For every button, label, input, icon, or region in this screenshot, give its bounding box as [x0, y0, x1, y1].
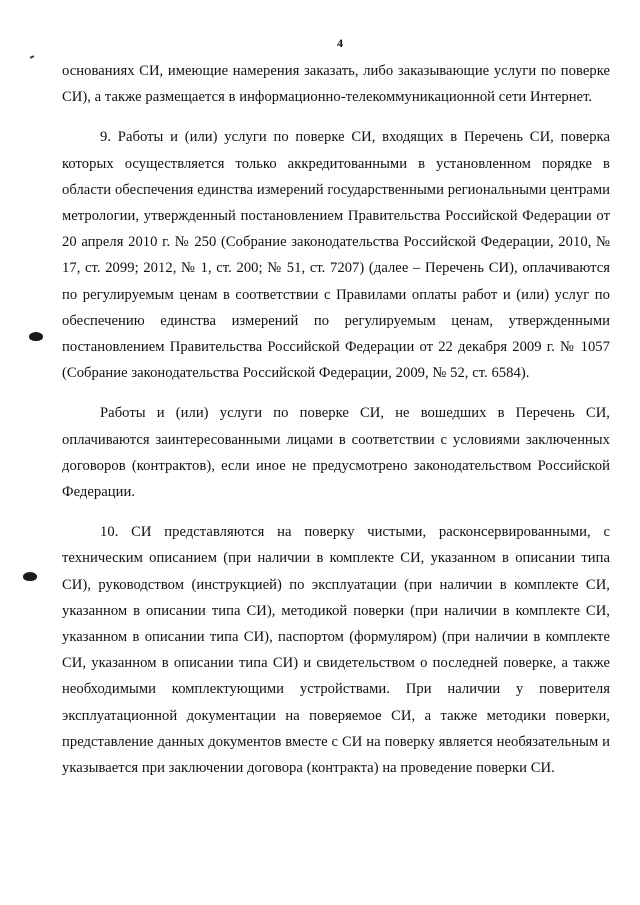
page-number: 4 [337, 36, 343, 50]
paragraph-continuation: основаниях СИ, имеющие намерения заказать, либо заказывающие услуги по поверке СИ), а также размещается в информационно-телекоммуникационной сети Интернет. [62, 63, 610, 106]
scan-mark [30, 55, 34, 59]
document-body [62, 58, 610, 781]
paragraph-clause-9-payment: Работы и (или) услуги по поверке СИ, не вошедших в Перечень СИ, оплачиваются заинтересованными лицами в соответствии с условиями заключенных договоров (контрактов), если иное не предусмотрено законодательством Российской Федерации. [62, 405, 610, 501]
binder-hole-mark [29, 332, 43, 341]
paragraph-clause-10: 10. СИ представляются на поверку чистыми, расконсервированными, с техническим описанием (при наличии в комплекте СИ, указанном в описании типа СИ), руководством (инструкцией) по эксплуатации (при наличии в комплекте СИ, указанном в описании типа СИ), методикой поверки (при наличии в комплекте СИ, указанном в описании типа СИ), паспортом (формуляром) (при наличии в комплекте СИ, указанном в описании типа СИ) и свидетельством о последней поверке, а также необходимыми комплектующими устройствами. При наличии у поверителя эксплуатационной документации на поверяемое СИ, а также методики поверки, представление данных документов вместе с СИ на поверку является необязательным и указывается при заключении договора (контракта) на проведение поверки СИ. [62, 524, 610, 777]
binder-hole-mark [23, 572, 37, 581]
paragraph-clause-9: 9. Работы и (или) услуги по поверке СИ, входящих в Перечень СИ, поверка которых осуществляется только аккредитованными в установленном порядке в области обеспечения единства измерений государственными региональными центрами метрологии, утвержденный постановлением Правительства Российской Федерации от 20 апреля 2010 г. № 250 (Собрание законодательства Российской Федерации, 2010, № 17, ст. 2099; 2012, № 1, ст. 200; № 51, ст. 7207) (далее – Перечень СИ), оплачиваются по регулируемым ценам в соответствии с Правилами оплаты работ и (или) услуг по обеспечению единства измерений по регулируемым ценам, утвержденными постановлением Правительства Российской Федерации от 22 декабря 2009 г. № 1057 (Собрание законодательства Российской Федерации, 2009, № 52, ст. 6584). [62, 129, 610, 382]
